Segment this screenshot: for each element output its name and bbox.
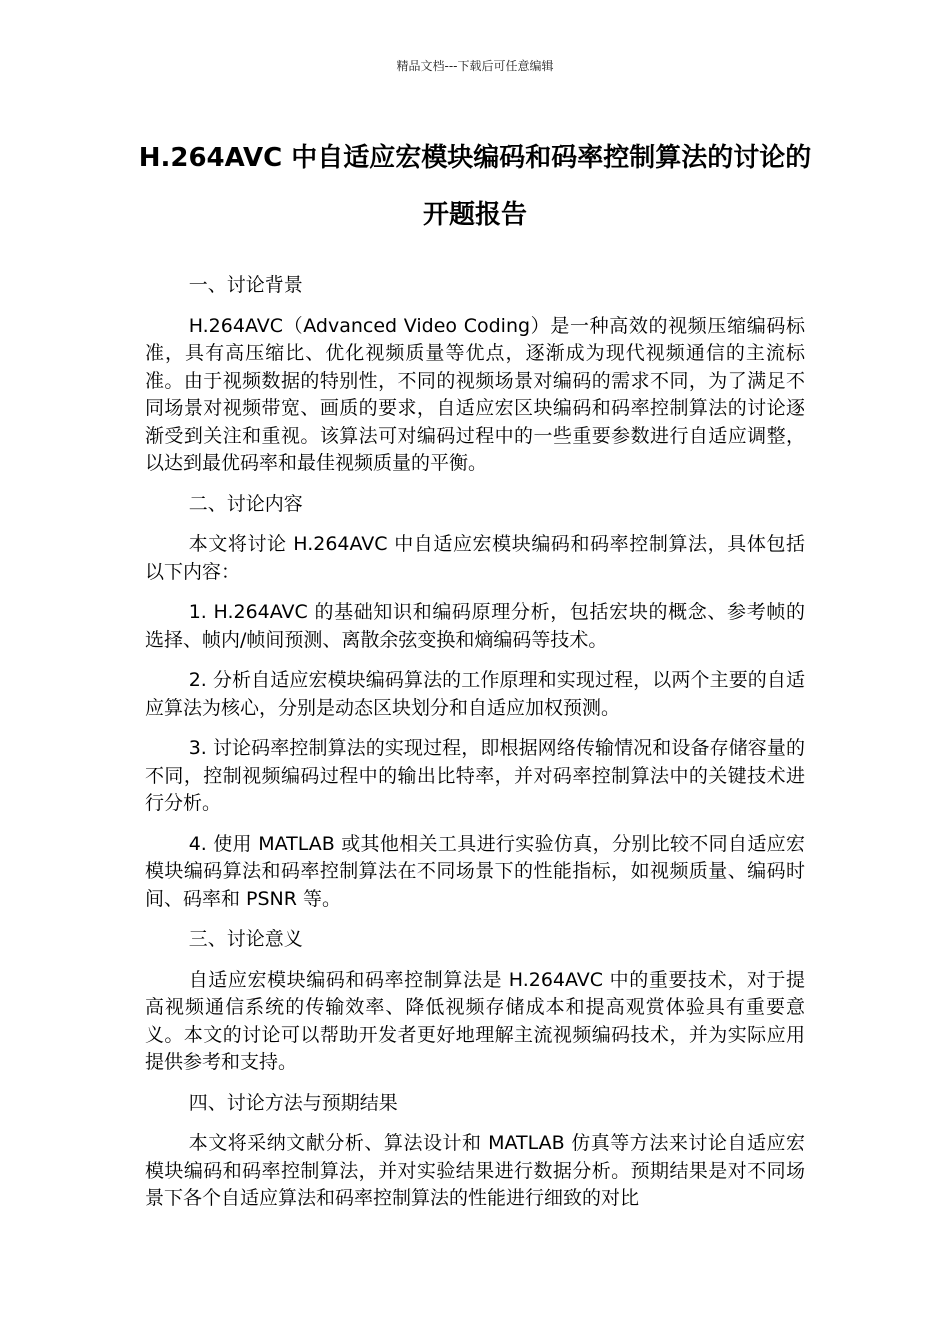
significance-paragraph: 自适应宏模块编码和码率控制算法是 H.264AVC 中的重要技术，对于提高视频通信系统的传输效率、降低视频存储成本和提高观赏体验具有重要意义。本文的讨论可以帮助开发者更好地理解主流视频编码技术，并为实际应用提供参考和支持。 (145, 968, 805, 1073)
content-item-4: 4. 使用 MATLAB 或其他相关工具进行实验仿真，分别比较不同自适应宏模块编码算法和码率控制算法在不同场景下的性能指标，如视频质量、编码时间、码率和 PSNR 等。 (145, 832, 805, 910)
background-paragraph: H.264AVC（Advanced Video Coding）是一种高效的视频压缩编码标准，具有高压缩比、优化视频质量等优点，逐渐成为现代视频通信的主流标准。由于视频数据的特别性，不同的视频场景对编码的需求不同，为了满足不同场景对视频带宽、画质的要求，自适应宏区块编码和码率控制算法的讨论逐渐受到关注和重视。该算法可对编码过程中的一些重要参数进行自适应调整，以达到最优码率和最佳视频质量的平衡。 (145, 314, 805, 474)
section-heading-content: 二、讨论内容 (188, 492, 303, 515)
section-heading-significance: 三、讨论意义 (188, 928, 303, 950)
content-intro-paragraph: 本文将讨论 H.264AVC 中自适应宏模块编码和码率控制算法，具体包括以下内容： (145, 533, 805, 583)
document-body (145, 272, 805, 1226)
content-item-2: 2. 分析自适应宏模块编码算法的工作原理和实现过程，以两个主要的自适应算法为核心，分别是动态区块划分和自适应加权预测。 (145, 669, 805, 719)
content-item-3: 3. 讨论码率控制算法的实现过程，即根据网络传输情况和设备存储容量的不同，控制视频编码过程中的输出比特率，并对码率控制算法中的关键技术进行分析。 (145, 737, 805, 814)
section-heading-methods: 四、讨论方法与预期结果 (188, 1091, 398, 1114)
methods-paragraph: 本文将采纳文献分析、算法设计和 MATLAB 仿真等方法来讨论自适应宏模块编码和码率控制算法，并对实验结果进行数据分析。预期结果是对不同场景下各个自适应算法和码率控制算法的性能进行细致的对比 (145, 1132, 805, 1209)
document-title: H.264AVC 中自适应宏模块编码和码率控制算法的讨论的开题报告 (138, 143, 812, 230)
section-heading-background: 一、讨论背景 (188, 274, 303, 296)
header-note: 精品文档---下载后可任意编辑 (396, 59, 554, 73)
content-item-1: 1. H.264AVC 的基础知识和编码原理分析，包括宏块的概念、参考帧的选择、帧内/帧间预测、离散余弦变换和熵编码等技术。 (145, 601, 805, 651)
